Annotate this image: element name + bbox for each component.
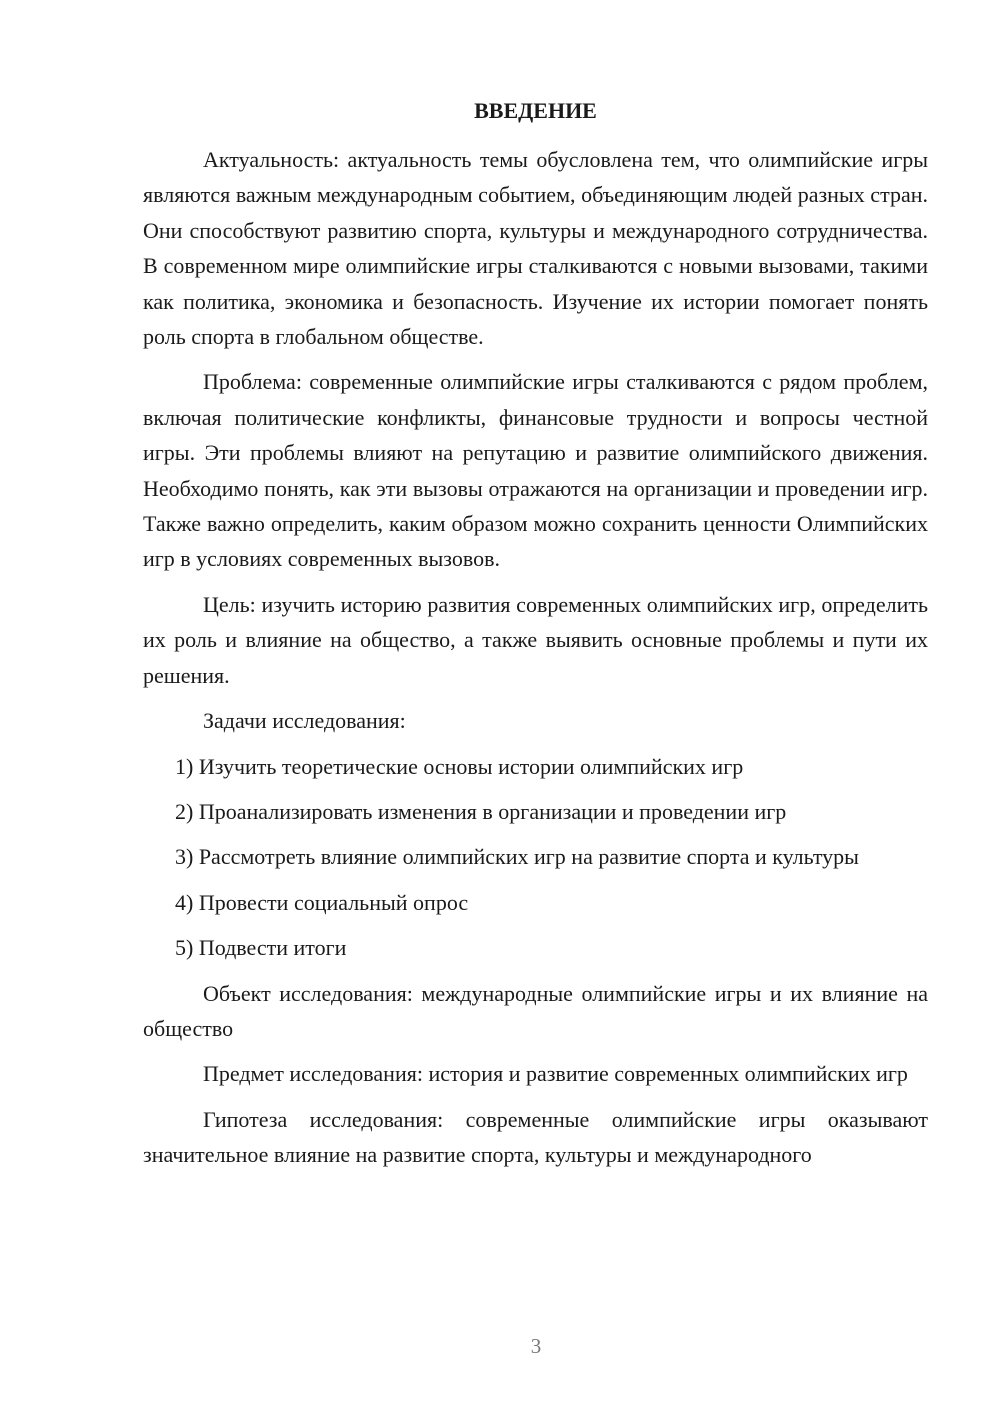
paragraph-goal: Цель: изучить историю развития современных олимпийских игр, определить их роль и влияние на общество, а также выявить основные проблемы и пути их решения.	[143, 591, 928, 688]
paragraph-problem: Проблема: современные олимпийские игры сталкиваются с рядом проблем, включая политические конфликты, финансовые трудности и вопросы честной игры. Эти проблемы влияют на репутацию и развитие олимпийского движения. Необходимо понять, как эти вызовы отражаются на организации и проведении игр. Также важно определить, каким образом можно сохранить ценности Олимпийских игр в условиях современных вызовов.	[143, 369, 928, 572]
paragraph-hypothesis: Гипотеза исследования: современные олимпийские игры оказывают значительное влияние на развитие спорта, культуры и международного	[143, 1106, 928, 1168]
task-item: 5) Подвести итоги	[175, 935, 347, 961]
section-title: ВВЕДЕНИЕ	[474, 98, 597, 123]
paragraph-tasks-heading: Задачи исследования:	[203, 708, 406, 734]
paragraph-subject: Предмет исследования: история и развитие современных олимпийских игр	[203, 1061, 908, 1087]
paragraph-object: Объект исследования: международные олимпийские игры и их влияние на общество	[143, 980, 928, 1041]
task-item: 2) Проанализировать изменения в организации и проведении игр	[175, 798, 787, 824]
task-item: 3) Рассмотреть влияние олимпийских игр на развитие спорта и культуры	[175, 844, 859, 870]
document-body	[143, 142, 928, 1183]
paragraph-relevance: Актуальность: актуальность темы обусловлена тем, что олимпийские игры являются важным международным событием, объединяющим людей разных стран. Они способствуют развитию спорта, культуры и международного сотрудничества. В современном мире олимпийские игры сталкиваются с новыми вызовами, такими как политика, экономика и безопасность. Изучение их истории помогает понять роль спорта в глобальном обществе.	[143, 147, 928, 350]
task-item: 1) Изучить теоретические основы истории олимпийских игр	[175, 753, 744, 779]
page-number: 3	[530, 1334, 542, 1358]
task-item: 4) Провести социальный опрос	[175, 889, 469, 915]
